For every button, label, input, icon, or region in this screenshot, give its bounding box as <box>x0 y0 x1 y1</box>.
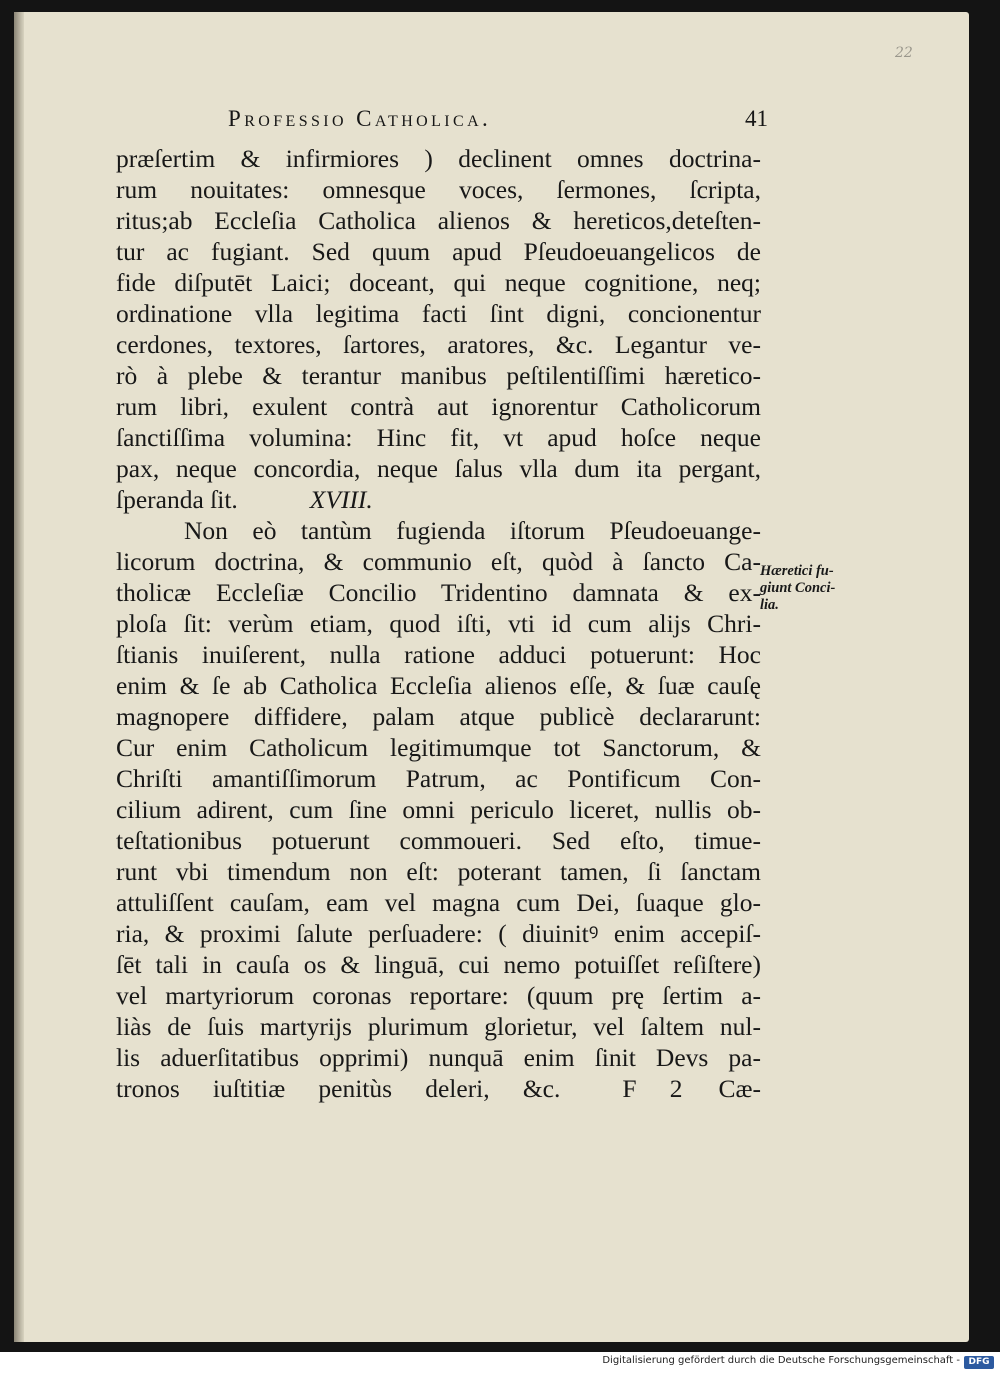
text-line: Non eò tantùm fugienda iſtorum Pſeudoeuange- <box>184 516 761 545</box>
body-text <box>116 143 761 1104</box>
text-line: ſanctiſſima volumina: Hinc fit, vt apud hoſce neque <box>116 423 761 452</box>
text-line: ſtianis inuiſerent, nulla ratione adduci potuerunt: Hoc <box>116 640 761 669</box>
text-line: magnopere diffidere, palam atque publicè declararunt: <box>116 702 761 731</box>
text-line: rum nouitates: omnesque voces, ſermones, ſcripta, <box>116 175 761 204</box>
text-line: tronos iuſtitiæ penitùs deleri, &c. <box>116 1074 561 1103</box>
text-line: runt vbi timendum non eſt: poterant tamen, ſi ſanctam <box>116 857 761 886</box>
running-title: Professio Catholica. <box>228 106 492 131</box>
text-line: licorum doctrina, & communio eſt, quòd à ſancto Ca- <box>116 547 761 576</box>
digitization-credit: Digitalisierung gefördert durch die Deutsche Forschungsgemeinschaft - <box>602 1355 960 1366</box>
text-line: vel martyriorum coronas reportare: (quum prę ſertim a- <box>116 981 761 1010</box>
text-line: præſertim & infirmiores ) declinent omnes doctrina- <box>116 144 761 173</box>
text-line: ritus;ab Eccleſia Catholica alienos & hereticos,deteſten- <box>116 206 761 235</box>
text-line: ſperanda ſit. <box>116 485 238 514</box>
text-line: cilium adirent, cum ſine omni periculo liceret, nullis ob- <box>116 795 761 824</box>
signature-mark: F 2 <box>622 1074 683 1103</box>
text-line: ploſa ſit: verùm etiam, quod iſti, vti id cum alijs Chri- <box>116 609 761 638</box>
text-line: ordinatione vlla legitima facti ſint digni, concionentur <box>116 299 761 328</box>
text-line: ria, & proximi ſalute perſuadere: ( diuinitꝰ enim accepiſ- <box>116 919 761 948</box>
page-header <box>228 106 768 142</box>
text-line: enim & ſe ab Catholica Eccleſia alienos eſſe, & ſuæ cauſę <box>116 671 761 700</box>
text-line: tur ac fugiant. Sed quum apud Pſeudoeuangelicos de <box>116 237 761 266</box>
text-line: rum libri, exulent contrà aut ignorentur Catholicorum <box>116 392 761 421</box>
margin-note-line: lia. <box>760 597 779 613</box>
catchword: Cæ- <box>718 1074 761 1103</box>
page-gutter-shadow <box>14 12 24 1342</box>
text-line: fide diſputēt Laici; doceant, qui neque cognitione, neq; <box>116 268 761 297</box>
text-line: Chriſti amantiſſimorum Patrum, ac Pontificum Con- <box>116 764 761 793</box>
section-number: XVIII. <box>309 485 373 514</box>
margin-note <box>760 563 870 614</box>
text-line-with-section <box>116 484 761 515</box>
text-line: cerdones, textores, ſartores, aratores, &c. Legantur ve- <box>116 330 761 359</box>
text-line: lis aduerſitatibus opprimi) nunquā enim ſinit Devs pa- <box>116 1043 761 1072</box>
text-line: teſtationibus potuerunt commoueri. Sed eſto, timue- <box>116 826 761 855</box>
corner-folio-mark: 22 <box>895 45 913 61</box>
text-line: liàs de ſuis martyrijs plurimum glorietur, vel ſaltem nul- <box>116 1012 761 1041</box>
margin-note-line: giunt Conci- <box>760 580 836 596</box>
text-line: attuliſſent cauſam, eam vel magna cum Dei, ſuaque glo- <box>116 888 761 917</box>
text-line: ſēt tali in cauſa os & linguā, cui nemo potuiſſet reſiſtere) <box>116 950 761 979</box>
text-line: tholicæ Eccleſiæ Concilio Tridentino damnata & ex- <box>116 578 761 607</box>
dfg-logo: DFG <box>964 1356 994 1369</box>
text-line: Cur enim Catholicum legitimumque tot Sanctorum, & <box>116 733 761 762</box>
last-line-with-signature <box>116 1073 761 1104</box>
margin-note-line: Hæretici fu- <box>760 563 834 579</box>
text-line: rò à plebe & terantur manibus peſtilentiſſimi hæretico- <box>116 361 761 390</box>
text-line: pax, neque concordia, neque ſalus vlla dum ita pergant, <box>116 454 761 483</box>
page-number: 41 <box>745 106 768 131</box>
